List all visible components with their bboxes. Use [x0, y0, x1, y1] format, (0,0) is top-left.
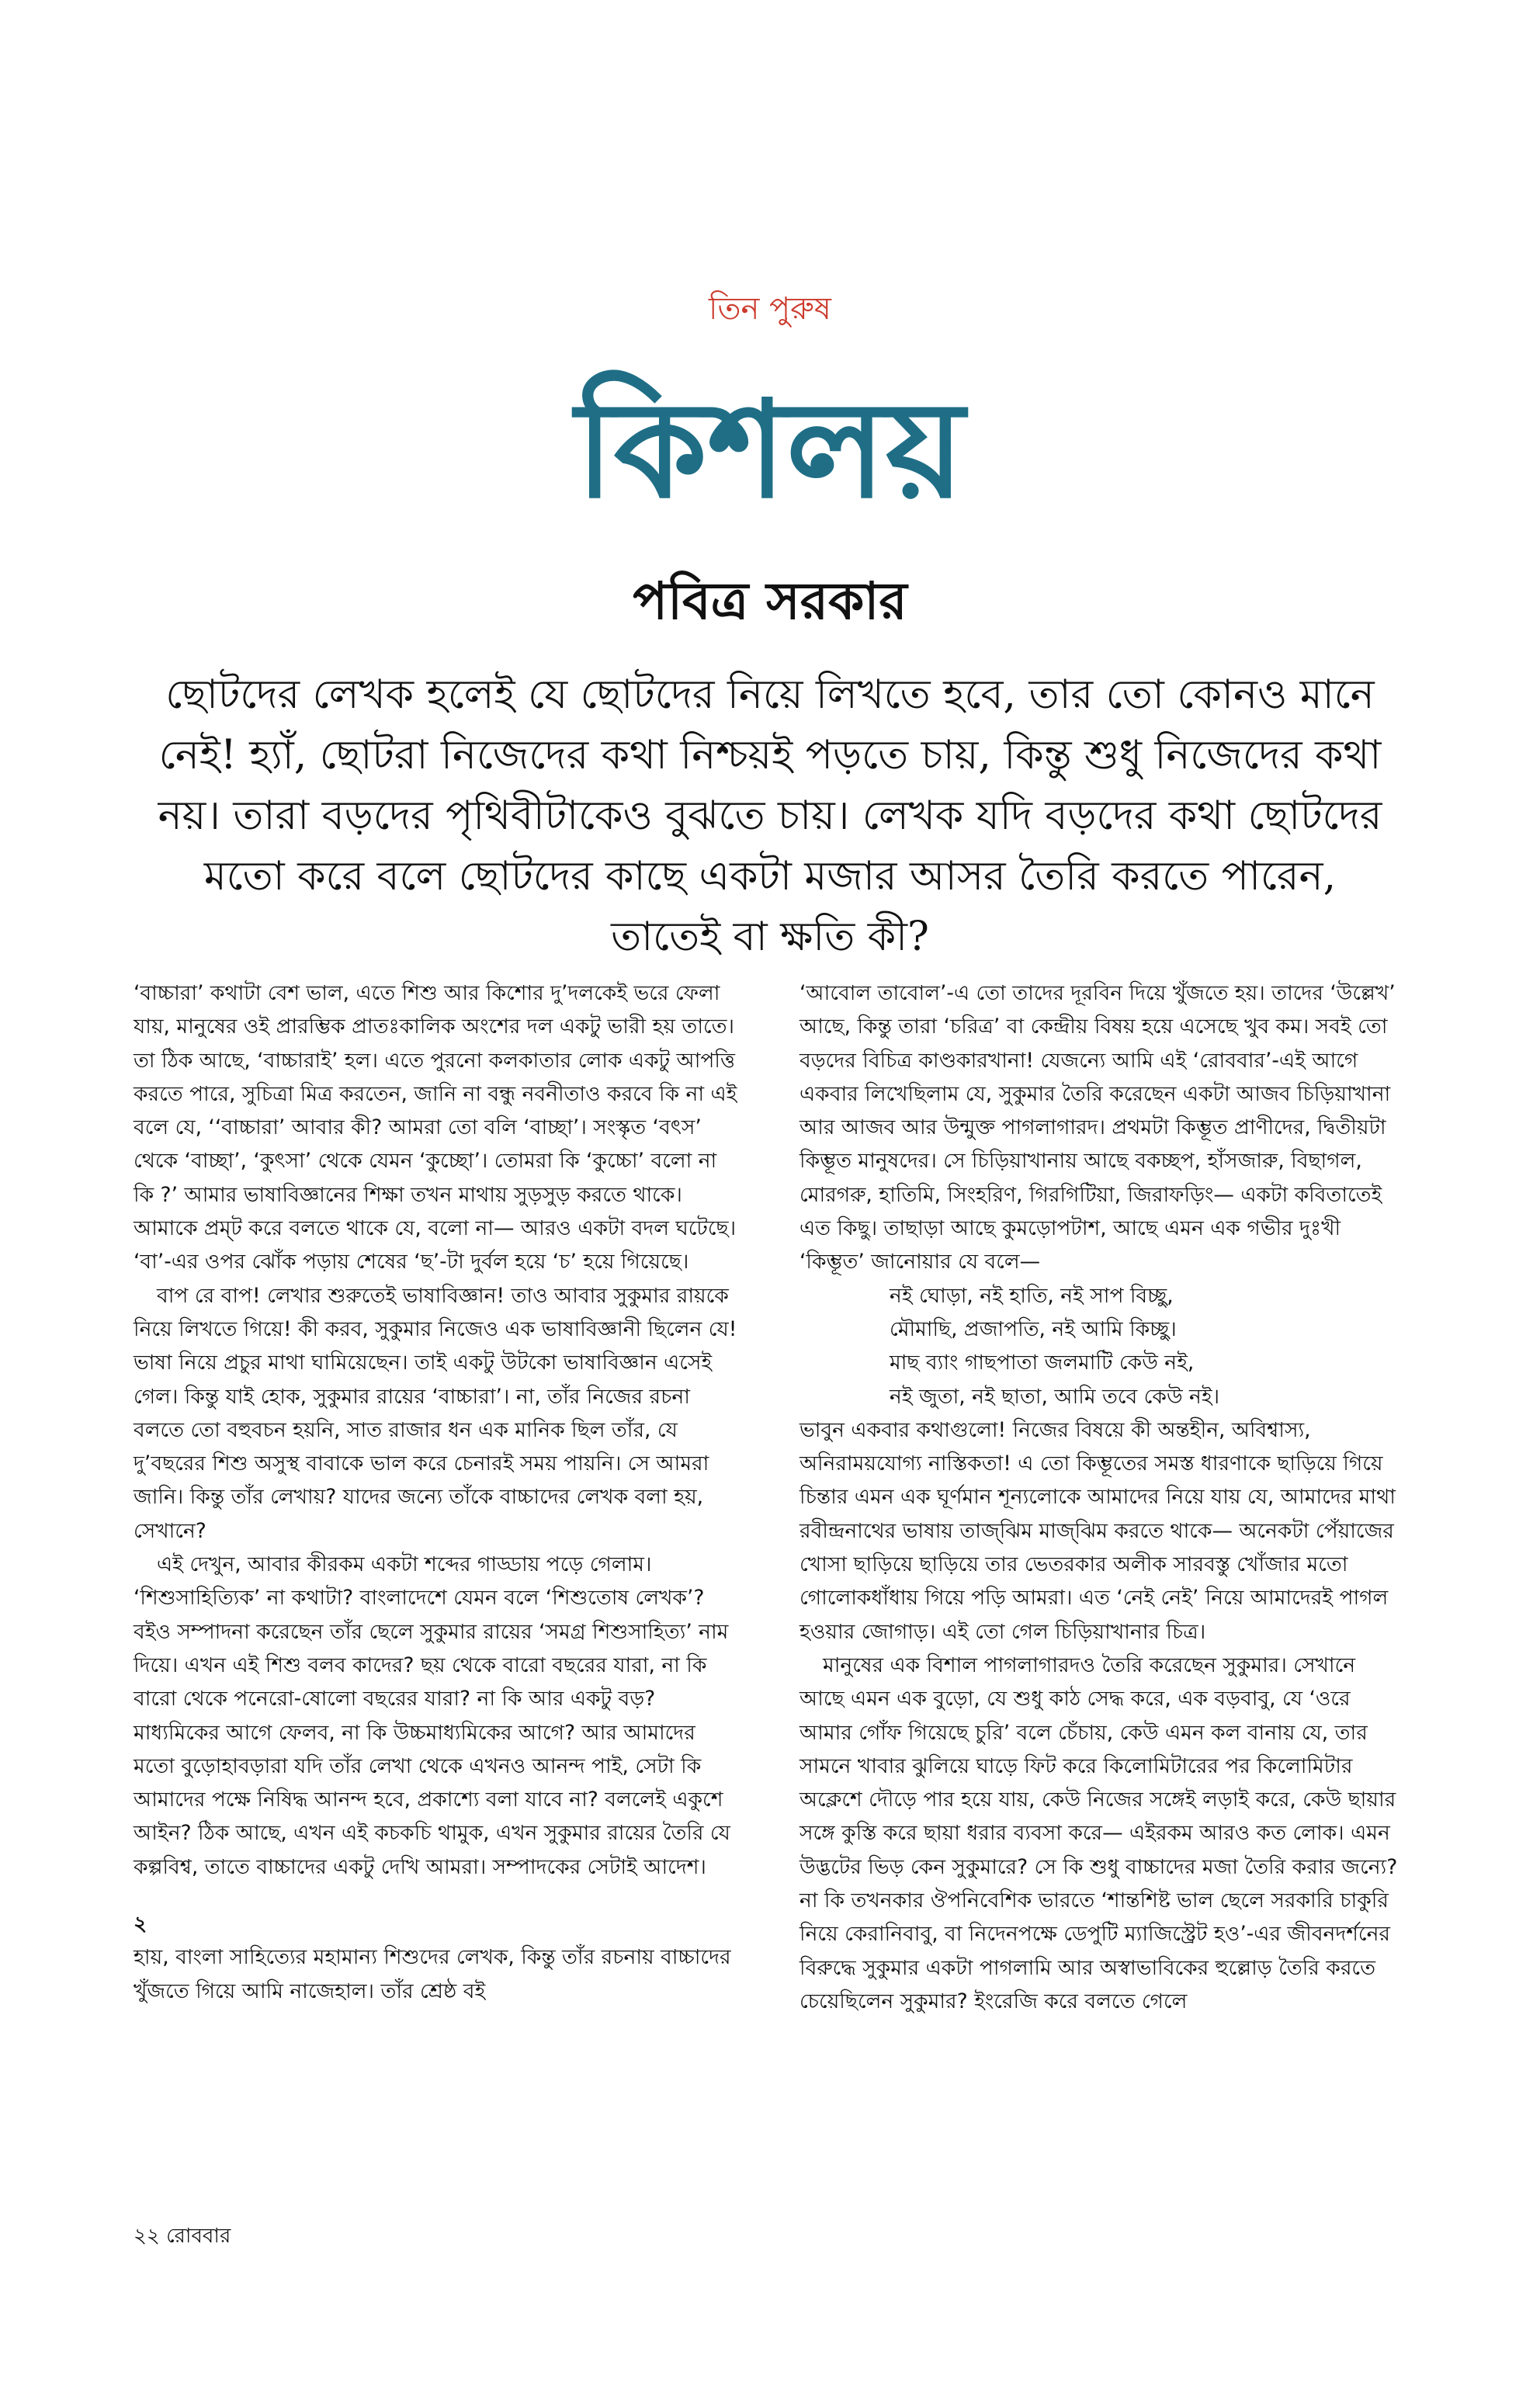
right-column [799, 976, 1406, 2018]
paragraph: ভাবুন একবার কথাগুলো! নিজের বিষয়ে কী অন্তহীন, অবিশ্বাস্য, অনিরাময়যোগ্য নাস্তিকতা! এ তো কিম্ভূতের সমস্ত ধারণাকে ছাড়িয়ে গিয়ে চিন্তার এমন এক ঘূর্ণমান শূন্যলোকে আমাদের নিয়ে যায় যে, আমাদের মাথা রবীন্দ্রনাথের ভাষায় তাজ্‌ঝিম মাজ্‌ঝিম করতে থাকে— অনেকটা পেঁয়াজের খোসা ছাড়িয়ে ছাড়িয়ে তার ভেতরকার অলীক সারবস্তু খোঁজার মতো গোলোকধাঁধায় গিয়ে পড়ি আমরা। এত ‘নেই নেই’ নিয়ে আমাদেরই পাগল হওয়ার জোগাড়। এই তো গেল চিড়িয়াখানার চিত্র। [799, 1417, 1396, 1644]
paragraph: ‘বাচ্চারা’ কথাটা বেশ ভাল, এতে শিশু আর কিশোর দু’দলকেই ভরে ফেলা যায়, মানুষের ওই প্রারম্ভিক প্রাতঃকালিক অংশের দল একটু ভারী হয় তাতে। তা ঠিক আছে, ‘বাচ্চারাই’ হল। এতে পুরনো কলকাতার লোক একটু আপত্তি করতে পারে, সুচিত্রা মিত্র করতেন, জানি না বন্ধু নবনীতাও করবে কি না এই বলে যে, ‘‘বাচ্চারা’ আবার কী? আমরা তো বলি ‘বাচ্ছা’। সংস্কৃত ‘বৎস’ থেকে ‘বাচ্ছা’, ‘কুৎসা’ থেকে যেমন ‘কুচ্ছো’। তোমরা কি ‘কুচ্চো’ বলো না কি ?’ আমার ভাষাবিজ্ঞানের শিক্ষা তখন মাথায় সুড়সুড় করতে থাকে। আমাকে প্রম্‌ট করে বলতে থাকে যে, বলো না— আরও একটা বদল ঘটেছে। ‘বা’-এর ওপর ঝোঁক পড়ায় শেষের ‘ছ’-টা দুর্বল হয়ে ‘চ’ হয়ে গিয়েছে। [134, 981, 737, 1275]
poem-line: মৌমাছি, প্রজাপতি, নই আমি কিচ্ছু। [890, 1316, 1177, 1341]
paragraph: মানুষের এক বিশাল পাগলাগারদও তৈরি করেছেন সুকুমার। সেখানে আছে এমন এক বুড়ো, যে শুধু কাঠ সেদ্ধ করে, এক বড়বাবু, যে ‘ওরে আমার গোঁফ গিয়েছে চুরি’ বলে চেঁচায়, কেউ এমন কল বানায় যে, তার সামনে খাবার ঝুলিয়ে ঘাড়ে ফিট করে কিলোমিটারের পর কিলোমিটার অক্লেশে দৌড়ে পার হয়ে যায়, কেউ নিজের সঙ্গেই লড়াই করে, কেউ ছায়ার সঙ্গে কুস্তি করে ছায়া ধরার ব্যবসা করে— এইরকম আরও কত লোক। এমন উদ্ভটের ভিড় কেন সুকুমারে? সে কি শুধু বাচ্চাদের মজা তৈরি করার জন্যে? না কি তখনকার ঔপনিবেশিক ভারতে ‘শান্তশিষ্ট ভাল ছেলে সরকারি চাকুরি নিয়ে কেরানিবাবু, বা নিদেনপক্ষে ডেপুটি ম্যাজিস্ট্রেট হও’-এর জীবনদর্শনের বিরুদ্ধে সুকুমার একটা পাগলামি আর অস্বাভাবিকের হুল্লোড় তৈরি করতে চেয়েছিলেন সুকুমার? ইংরেজি করে বলতে গেলে [799, 1653, 1398, 2013]
article-title: কিশলয় [575, 372, 965, 528]
poem-line: মাছ ব্যাং গাছপাতা জলমাটি কেউ নই, [890, 1351, 1195, 1375]
author-byline: পবিত্র সরকার [633, 571, 907, 631]
paragraph: এই দেখুন, আবার কীরকম একটা শব্দের গাড্ডায় পড়ে গেলাম। ‘শিশুসাহিত্যিক’ না কথাটা? বাংলাদেশে যেমন বলে ‘শিশুতোষ লেখক’? বইও সম্পাদনা করেছেন তাঁর ছেলে সুকুমার রায়ের ‘সমগ্র শিশুসাহিত্য’ নাম দিয়ে। এখন এই শিশু বলব কাদের? ছয় থেকে বারো বছরের যারা, না কি বারো থেকে পনেরো-ষোলো বছরের যারা? না কি আর একটু বড়? মাধ্যমিকের আগে ফেলব, না কি উচ্চমাধ্যমিকের আগে? আর আমাদের মতো বুড়োহাবড়ারা যদি তাঁর লেখা থেকে এখনও আনন্দ পাই, সেটা কি আমাদের পক্ষে নিষিদ্ধ আনন্দ হবে, প্রকাশ্যে বলা যাবে না? বললেই একুশে আইন? ঠিক আছে, এখন এই কচকচি থামুক, এখন সুকুমার রায়ের তৈরি যে কল্পবিশ্ব, তাতে বাচ্চাদের একটু দেখি আমরা। সম্পাদকের সেটাই আদেশ। [134, 1552, 730, 1879]
paragraph: হায়, বাংলা সাহিত্যের মহামান্য শিশুদের লেখক, কিন্তু তাঁর রচনায় বাচ্চাদের খুঁজতে গিয়ে আমি নাজেহাল। তাঁর শ্রেষ্ঠ বই [134, 1945, 731, 2003]
page-folio: ২২ রোববার [134, 2225, 231, 2248]
poem-line: নই জুতা, নই ছাতা, আমি তবে কেউ নই। [890, 1384, 1220, 1409]
article-lede: ছোটদের লেখক হলেই যে ছোটদের নিয়ে লিখতে হবে, তার তো কোনও মানে নেই! হ্যাঁ, ছোটরা নিজেদের কথা নিশ্চয়ই পড়তে চায়, কিন্তু শুধু নিজেদের কথা নয়। তারা বড়দের পৃথিবীটাকেও বুঝতে চায়। লেখক যদি বড়দের কথা ছোটদের মতো করে বলে ছোটদের কাছে একটা মজার আসর তৈরি করতে পারেন, তাতেই বা ক্ষতি কী? [158, 671, 1382, 960]
section-number: ২ [134, 1912, 147, 1937]
poem-line: নই ঘোড়া, নই হাতি, নই সাপ বিচ্ছু, [890, 1283, 1174, 1308]
paragraph: বাপ রে বাপ! লেখার শুরুতেই ভাষাবিজ্ঞান! তাও আবার সুকুমার রায়কে নিয়ে লিখতে গিয়ে! কী করব, সুকুমার নিজেও এক ভাষাবিজ্ঞানী ছিলেন যে! ভাষা নিয়ে প্রচুর মাথা ঘামিয়েছেন। তাই একটু উটকো ভাষাবিজ্ঞান এসেই গেল। কিন্তু যাই হোক, সুকুমার রায়ের ‘বাচ্চারা’। না, তাঁর নিজের রচনা বলতে তো বহুবচন হয়নি, সাত রাজার ধন এক মানিক ছিল তাঁর, যে দু’বছরের শিশু অসুস্থ বাবাকে ভাল করে চেনারই সময় পায়নি। সে আমরা জানি। কিন্তু তাঁর লেখায়? যাদের জন্যে তাঁকে বাচ্চাদের লেখক বলা হয়, সেখানে? [134, 1283, 737, 1543]
section-kicker: তিন পুরুষ [709, 291, 831, 327]
paragraph: ‘আবোল তাবোল’-এ তো তাদের দূরবিন দিয়ে খুঁজতে হয়। তাদের ‘উল্লেখ’ আছে, কিন্তু তারা ‘চরিত্র’ বা কেন্দ্রীয় বিষয় হয়ে এসেছে খুব কম। সবই তো বড়দের বিচিত্র কাণ্ডকারখানা! যেজন্যে আমি এই ‘রোববার’-এই আগে একবার লিখেছিলাম যে, সুকুমার তৈরি করেছেন একটা আজব চিড়িয়াখানা আর আজব আর উন্মুক্ত পাগলাগারদ। প্রথমটা কিম্ভূত প্রাণীদের, দ্বিতীয়টা কিম্ভূত মানুষদের। সে চিড়িয়াখানায় আছে বকচ্ছপ, হাঁসজারু, বিছাগল, মোরগরু, হাতিমি, সিংহরিণ, গিরগিটিয়া, জিরাফড়িং— একটা কবিতাতেই এত কিছু। তাছাড়া আছে কুমড়োপটাশ, আছে এমন এক গভীর দুঃখী ‘কিম্ভূত’ জানোয়ার যে বলে— [799, 981, 1396, 1275]
left-column [134, 976, 741, 2008]
